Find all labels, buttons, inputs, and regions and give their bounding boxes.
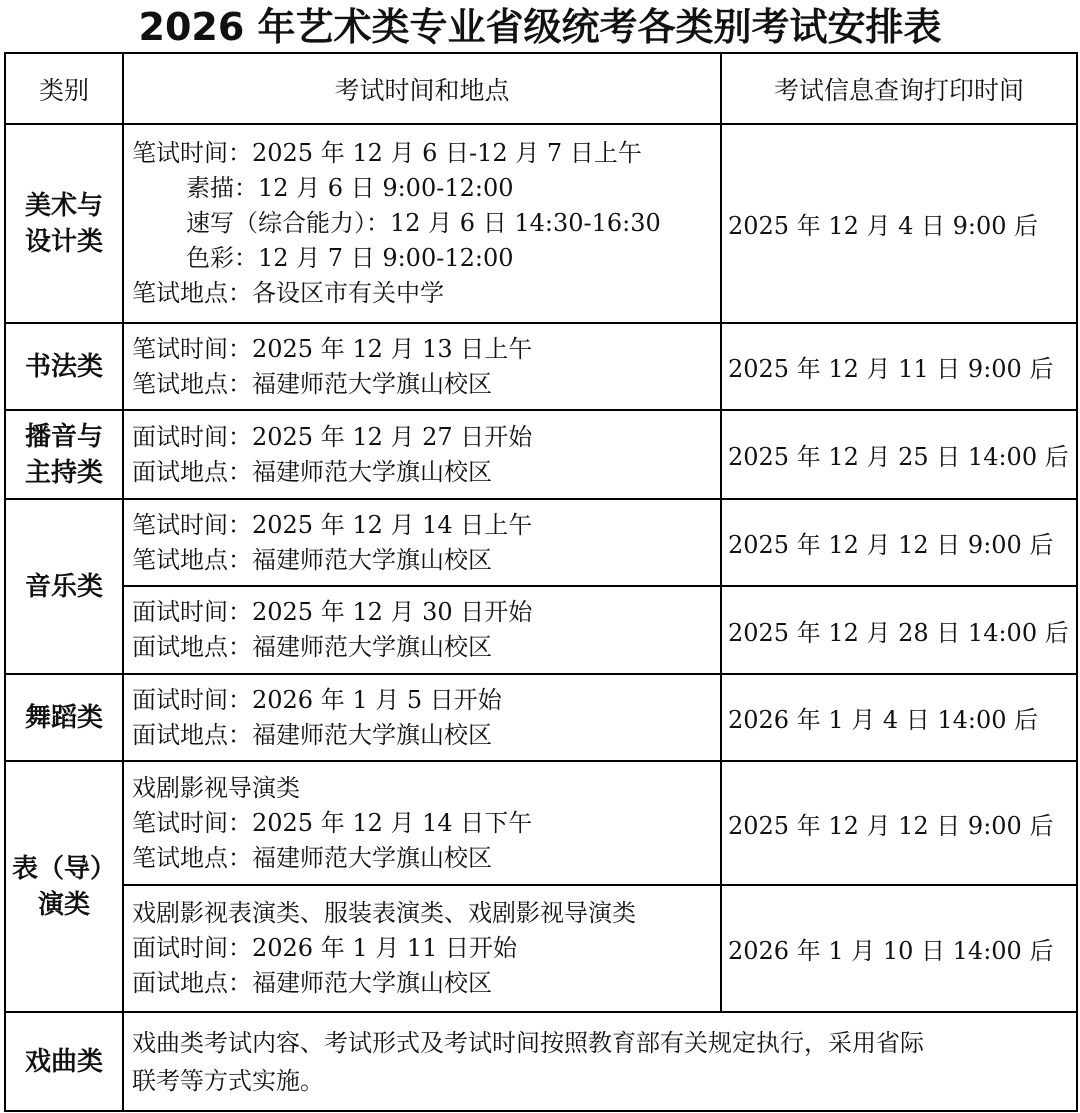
detail-line: 笔试时间：2025 年 12 月 6 日-12 月 7 日上午 (132, 139, 642, 167)
table-row-music-written (5, 499, 1077, 586)
time-place-cell (123, 323, 721, 410)
detail-line: 面试时间：2025 年 12 月 30 日开始 (132, 598, 533, 626)
detail-line: 笔试地点：福建师范大学旗山校区 (132, 843, 492, 872)
table-row-broadcasting (5, 410, 1077, 499)
detail-line: 色彩：12 月 7 日 9:00-12:00 (186, 244, 514, 272)
time-place-cell (123, 410, 721, 499)
header-time-place: 考试时间和地点 (123, 53, 721, 124)
detail-line: 面试地点：福建师范大学旗山校区 (132, 969, 492, 997)
query-time-cell: 2026 年 1 月 4 日 14:00 后 (721, 674, 1077, 761)
opera-note-cell (123, 1012, 1077, 1111)
category-label: 设计类 (24, 226, 103, 257)
time-place-cell (123, 499, 721, 586)
detail-line: 笔试地点：福建师范大学旗山校区 (132, 369, 492, 398)
query-time-cell: 2025 年 12 月 28 日 14:00 后 (721, 586, 1077, 674)
query-time-cell: 2025 年 12 月 12 日 9:00 后 (721, 499, 1077, 586)
query-time-cell: 2025 年 12 月 25 日 14:00 后 (721, 410, 1077, 499)
query-time-cell: 2025 年 12 月 12 日 9:00 后 (721, 761, 1077, 885)
detail-line: 笔试地点：各设区市有关中学 (132, 279, 444, 307)
category-broadcasting (5, 410, 123, 499)
query-time-cell: 2026 年 1 月 10 日 14:00 后 (721, 885, 1077, 1012)
category-label: 演类 (37, 889, 90, 920)
detail-line: 笔试时间：2025 年 12 月 14 日下午 (132, 808, 533, 837)
detail-line: 笔试地点：福建师范大学旗山校区 (132, 545, 492, 574)
category-label: 戏曲类 (24, 1046, 103, 1077)
detail-line: 速写（综合能力）：12 月 6 日 14:30-16:30 (186, 209, 661, 237)
table-row-fine-arts (5, 124, 1077, 323)
category-label: 音乐类 (24, 571, 103, 602)
time-place-cell (123, 761, 721, 885)
time-place-cell (123, 586, 721, 674)
table-row-opera (5, 1012, 1077, 1111)
detail-line: 戏剧影视表演类、服装表演类、戏剧影视导演类 (132, 899, 636, 927)
query-time-cell: 2025 年 12 月 11 日 9:00 后 (721, 323, 1077, 410)
page-title: 2026 年艺术类专业省级统考各类别考试安排表 (138, 5, 942, 49)
table-row-performance-interview (5, 885, 1077, 1012)
detail-line: 面试地点：福建师范大学旗山校区 (132, 720, 492, 749)
table-row-dance (5, 674, 1077, 761)
note-line: 联考等方式实施。 (132, 1066, 324, 1095)
detail-line: 笔试时间：2025 年 12 月 14 日上午 (132, 510, 533, 539)
table-row-music-interview (5, 586, 1077, 674)
category-dance (5, 674, 123, 761)
query-time-cell: 2025 年 12 月 4 日 9:00 后 (721, 124, 1077, 323)
category-fine-arts (5, 124, 123, 323)
header-query-time: 考试信息查询打印时间 (721, 53, 1077, 124)
detail-line: 戏剧影视导演类 (132, 773, 300, 802)
detail-line: 笔试时间：2025 年 12 月 13 日上午 (132, 334, 533, 363)
detail-line: 面试地点：福建师范大学旗山校区 (132, 633, 492, 661)
time-place-cell (123, 885, 721, 1012)
header-category: 类别 (5, 53, 123, 124)
detail-line: 面试时间：2026 年 1 月 5 日开始 (132, 685, 502, 714)
time-place-cell (123, 124, 721, 323)
table-row-performance-director (5, 761, 1077, 885)
category-opera (5, 1012, 123, 1111)
category-label: 舞蹈类 (24, 702, 103, 733)
detail-line: 面试地点：福建师范大学旗山校区 (132, 457, 492, 486)
detail-line: 面试时间：2026 年 1 月 11 日开始 (132, 934, 518, 962)
table-header-row (5, 53, 1077, 124)
exam-schedule-table (4, 52, 1078, 1112)
category-music (5, 499, 123, 674)
category-label: 书法类 (24, 351, 103, 382)
detail-line: 素描：12 月 6 日 9:00-12:00 (186, 174, 514, 202)
table-row-calligraphy (5, 323, 1077, 410)
category-label: 美术与 (24, 190, 103, 221)
category-performance (5, 761, 123, 1012)
time-place-cell (123, 674, 721, 761)
category-label: 表（导） (11, 853, 116, 884)
note-line: 戏曲类考试内容、考试形式及考试时间按照教育部有关规定执行，采用省际 (132, 1028, 924, 1057)
category-label: 主持类 (24, 457, 103, 488)
category-label: 播音与 (24, 421, 103, 452)
category-calligraphy (5, 323, 123, 410)
detail-line: 面试时间：2025 年 12 月 27 日开始 (132, 422, 533, 451)
